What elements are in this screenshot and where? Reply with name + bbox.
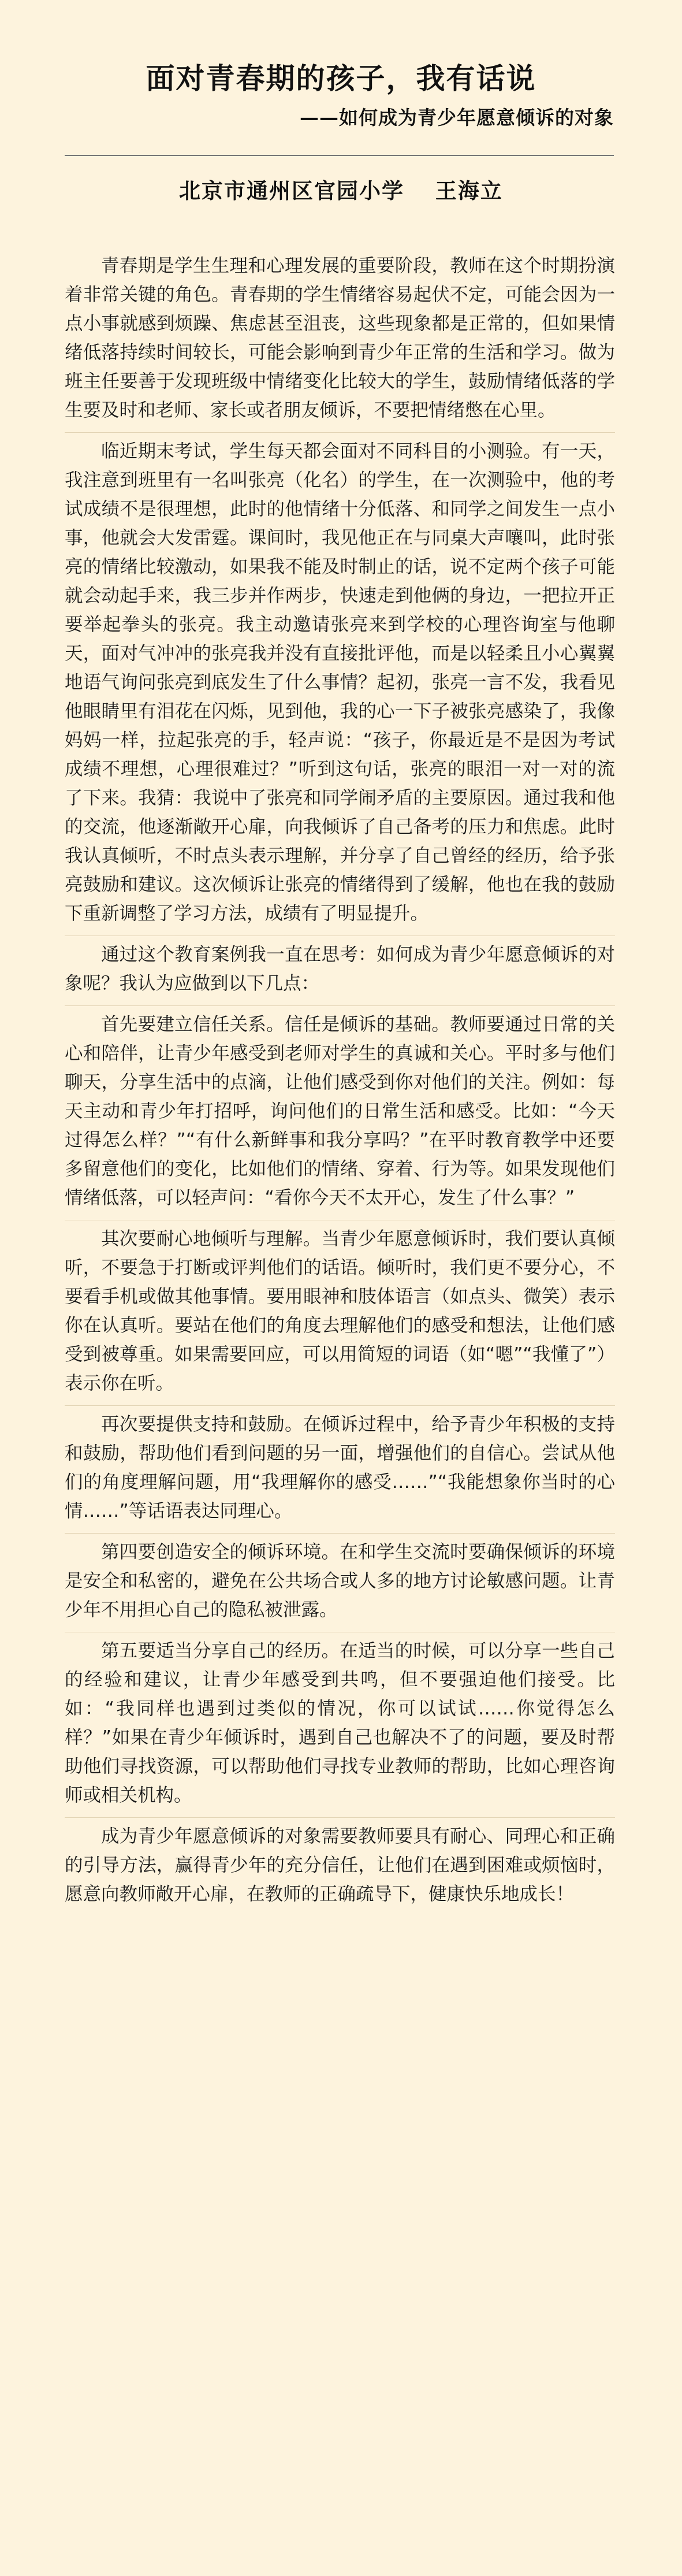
paragraph-case-story: 临近期末考试，学生每天都会面对不同科目的小测验。有一天，我注意到班里有一名叫张亮（化名）的学生，在一次测验中，他的考试成绩不是很理想，此时的他情绪十分低落、和同学之间发生一点小事，他就会大发雷霆。课间时，我见他正在与同桌大声嚷叫，此时张亮的情绪比较激动，如果我不能及时制止的话，说不定两个孩子可能就会动起手来，我三步并作两步，快速走到他俩的身边，一把拉开正要举起拳头的张亮。我主动邀请张亮来到学校的心理咨询室与他聊天，面对气冲冲的张亮我并没有直接批评他，而是以轻柔且小心翼翼地语气询问张亮到底发生了什么事情？起初，张亮一言不发，我看见他眼睛里有泪花在闪烁，见到他，我的心一下子被张亮感染了，我像妈妈一样，拉起张亮的手，轻声说：“孩子，你最近是不是因为考试成绩不理想，心理很难过？”听到这句话，张亮的眼泪一对一对的流了下来。我猜：我说中了张亮和同学闹矛盾的主要原因。通过我和他的交流，他逐渐敞开心扉，向我倾诉了自己备考的压力和焦虑。此时我认真倾听，不时点头表示理解，并分享了自己曾经的经历，给予张亮鼓励和建议。这次倾诉让张亮的情绪得到了缓解，他也在我的鼓励下重新调整了学习方法，成绩有了明显提升。 [65,433,615,936]
paragraph-reflection: 通过这个教育案例我一直在思考：如何成为青少年愿意倾诉的对象呢？我认为应做到以下几点： [65,936,615,1006]
article-body [65,247,615,1916]
paragraph-conclusion: 成为青少年愿意倾诉的对象需要教师要具有耐心、同理心和正确的引导方法，赢得青少年的充分信任，让他们在遇到困难或烦恼时，愿意向教师敞开心扉，在教师的正确疏导下，健康快乐地成长！ [65,1826,615,1905]
paragraph-point-listening: 其次要耐心地倾听与理解。当青少年愿意倾诉时，我们要认真倾听，不要急于打断或评判他们的话语。倾听时，我们更不要分心，不要看手机或做其他事情。要用眼神和肢体语言（如点头、微笑）表示你在认真听。要站在他们的角度去理解他们的感受和想法，让他们感受到被尊重。如果需要回应，可以用简短的词语（如“嗯”“我懂了”）表示你在听。 [65,1220,615,1406]
paragraph-point-sharing: 第五要适当分享自己的经历。在适当的时候，可以分享一些自己的经验和建议，让青少年感受到共鸣，但不要强迫他们接受。比如：“我同样也遇到过类似的情况，你可以试试……你觉得怎么样？”如果在青少年倾诉时，遇到自己也解决不了的问题，要及时帮助他们寻找资源，可以帮助他们寻找专业教师的帮助，比如心理咨询师或相关机构。 [65,1632,615,1818]
paragraph-point-support: 再次要提供支持和鼓励。在倾诉过程中，给予青少年积极的支持和鼓励，帮助他们看到问题的另一面，增强他们的自信心。尝试从他们的角度理解问题，用“我理解你的感受……”“我能想象你当时的心情……”等话语表达同理心。 [65,1406,615,1534]
article-title: 面对青春期的孩子，我有话说 [146,62,536,95]
paragraph-intro: 青春期是学生生理和心理发展的重要阶段，教师在这个时期扮演着非常关键的角色。青春期的学生情绪容易起伏不定，可能会因为一点小事就感到烦躁、焦虑甚至沮丧，这些现象都是正常的，但如果情绪低落持续时间较长，可能会影响到青少年正常的生活和学习。做为班主任要善于发现班级中情绪变化比较大的学生，鼓励情绪低落的学生要及时和老师、家长或者朋友倾诉，不要把情绪憋在心里。 [65,247,615,433]
title-divider [65,155,614,156]
article-author: 北京市通州区官园小学 王海立 [179,179,503,203]
article-subtitle: ——如何成为青少年愿意倾诉的对象 [300,106,614,129]
paragraph-point-safe-environment: 第四要创造安全的倾诉环境。在和学生交流时要确保倾诉的环境是安全和私密的，避免在公共场合或人多的地方讨论敏感问题。让青少年不用担心自己的隐私被泄露。 [65,1534,615,1632]
paragraph-point-trust: 首先要建立信任关系。信任是倾诉的基础。教师要通过日常的关心和陪伴，让青少年感受到老师对学生的真诚和关心。平时多与他们聊天，分享生活中的点滴，让他们感受到你对他们的关注。例如：每天主动和青少年打招呼，询问他们的日常生活和感受。比如：“今天过得怎么样？”“有什么新鲜事和我分享吗？”在平时教育教学中还要多留意他们的变化，比如他们的情绪、穿着、行为等。如果发现他们情绪低落，可以轻声问：“看你今天不太开心，发生了什么事？” [65,1006,615,1220]
